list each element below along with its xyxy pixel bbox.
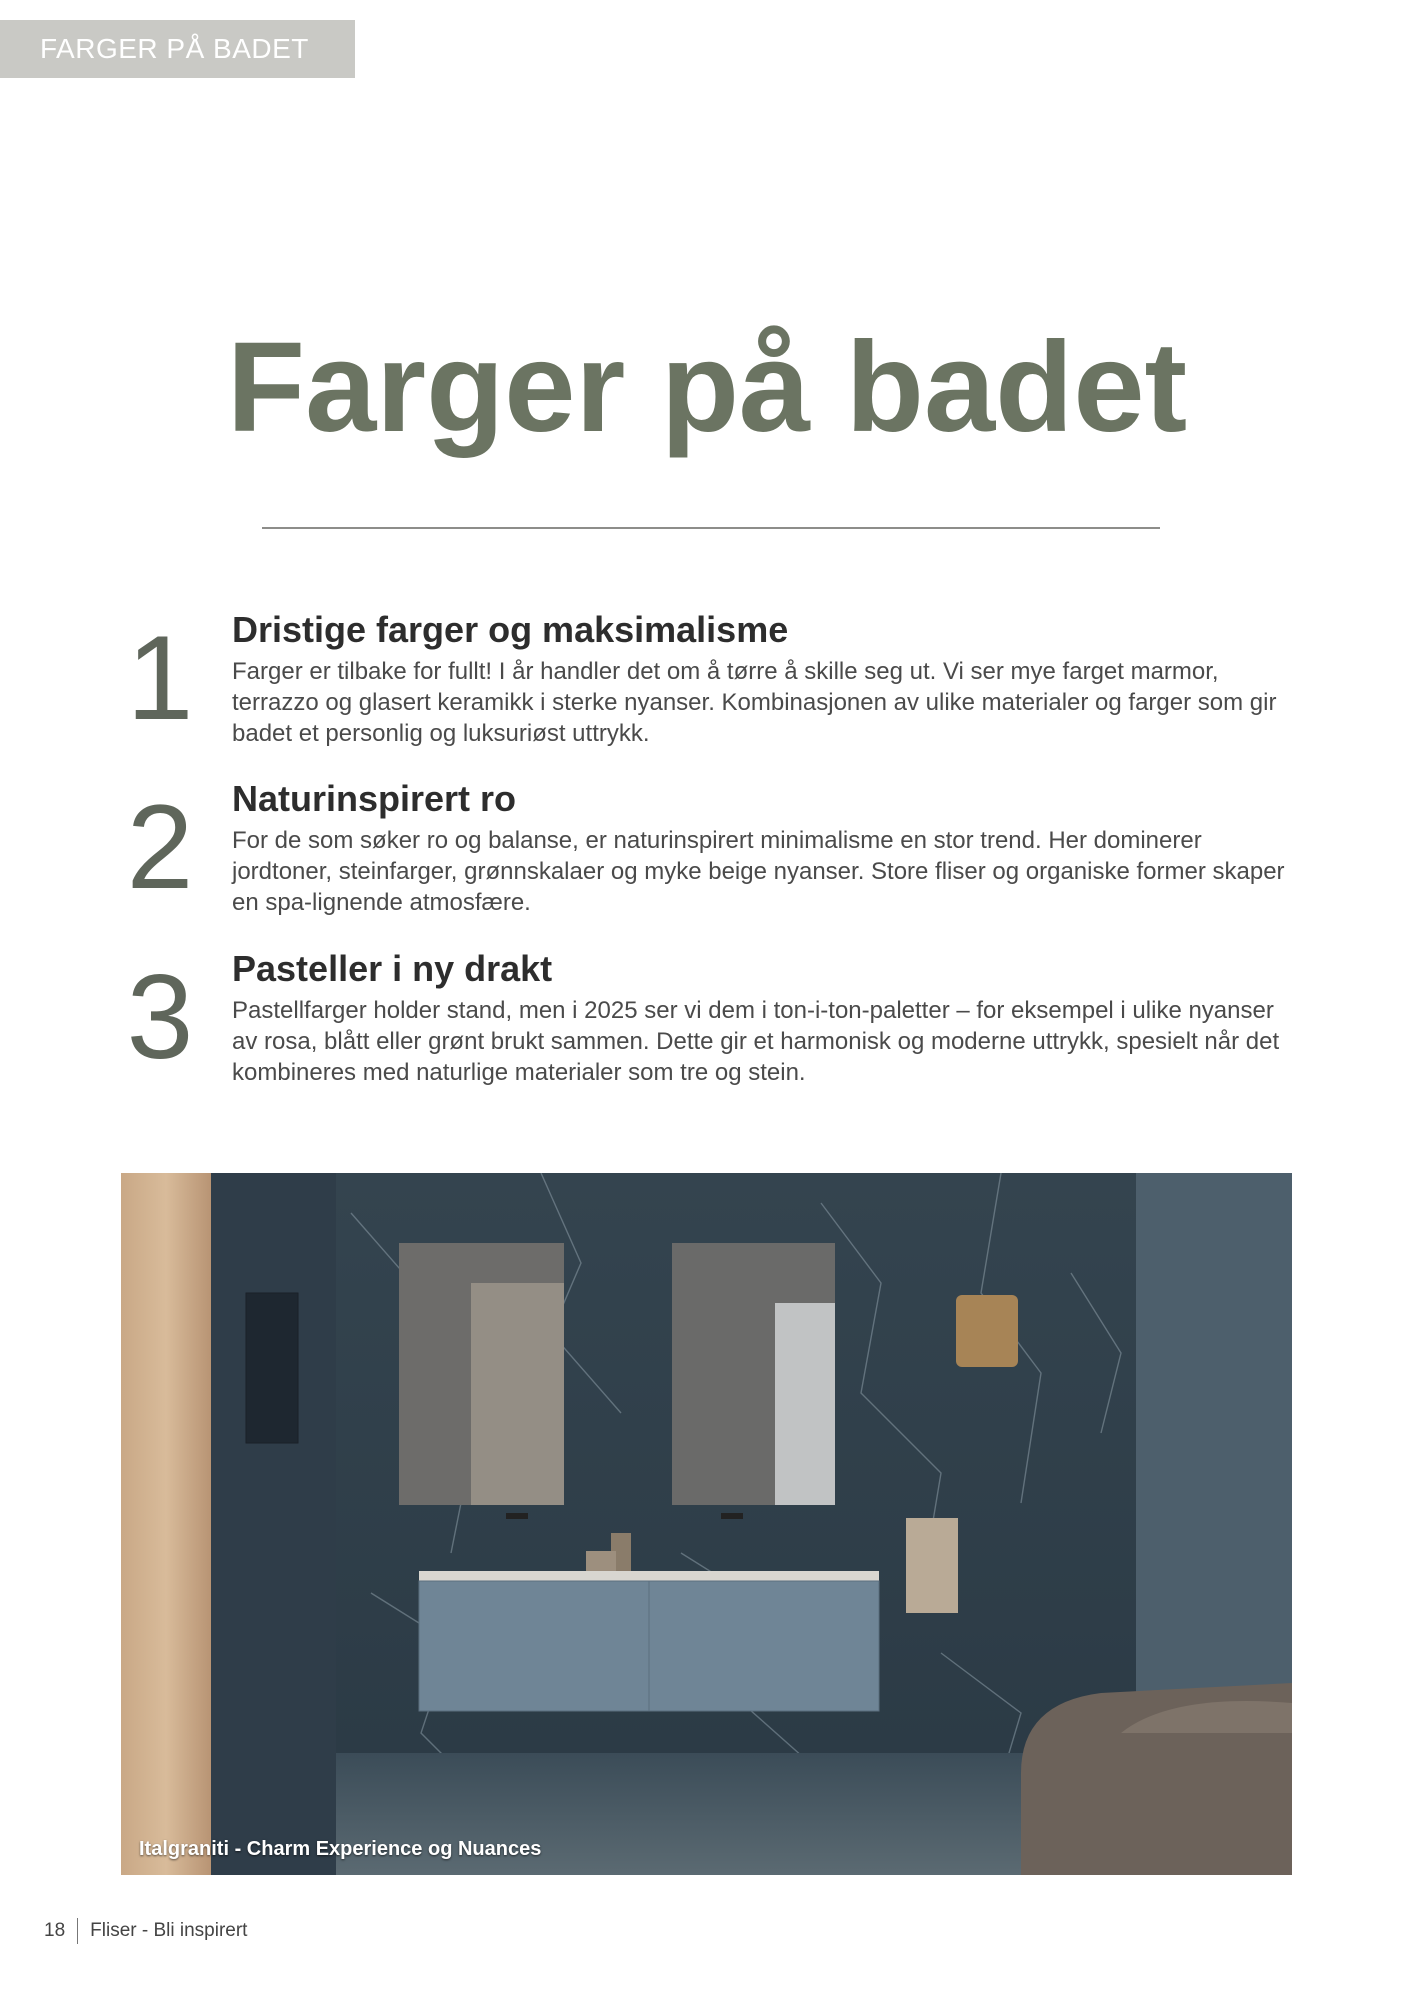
section-body: For de som søker ro og balanse, er naturinspirert minimalisme en stor trend. Her dominerer jordtoner, steinfarger, grønnskalaer og myke beige nyanser. Store fliser og organiske former skaper en spa-lignende atmosfære. bbox=[232, 827, 1285, 916]
left-wall bbox=[211, 1173, 336, 1875]
bathroom-illustration bbox=[121, 1173, 1292, 1875]
photo-caption: Italgraniti - Charm Experience og Nuances bbox=[139, 1838, 542, 1860]
publication-name: Fliser - Bli inspirert bbox=[90, 1920, 248, 1941]
mirror-right-reflection bbox=[775, 1303, 835, 1505]
bathroom-photo bbox=[121, 1173, 1292, 1875]
section-tab: FARGER PÅ BADET bbox=[0, 20, 355, 78]
title-divider bbox=[262, 527, 1160, 529]
page-number: 18 bbox=[44, 1920, 66, 1941]
wall-artwork bbox=[246, 1293, 298, 1443]
section-body: Pastellfarger holder stand, men i 2025 ser vi dem i ton-i-ton-paletter – for eksempel i ulike nyanser av rosa, blått eller grønt brukt sammen. Dette gir et harmonisk og moderne uttrykk, spesielt når det kombineres med naturlige materialer som tre og stein. bbox=[232, 997, 1280, 1086]
page-footer bbox=[44, 1918, 247, 1944]
section-number: 1 bbox=[126, 611, 194, 745]
section-number: 2 bbox=[126, 780, 194, 914]
mirror-left-reflection bbox=[471, 1283, 564, 1505]
vanity-drawer-left bbox=[419, 1581, 649, 1711]
towel bbox=[906, 1518, 958, 1613]
wood-panel bbox=[121, 1173, 211, 1875]
section-heading: Naturinspirert ro bbox=[232, 778, 517, 819]
vanity-drawer-right bbox=[649, 1581, 879, 1711]
vanity-top bbox=[419, 1571, 879, 1581]
faucet-left bbox=[506, 1513, 528, 1519]
section-heading: Dristige farger og maksimalisme bbox=[232, 609, 789, 650]
wall-lamp bbox=[956, 1295, 1018, 1367]
footer-separator bbox=[77, 1918, 78, 1944]
page-title: Farger på badet bbox=[226, 316, 1188, 459]
jar bbox=[586, 1551, 616, 1571]
section-heading: Pasteller i ny drakt bbox=[232, 948, 553, 989]
section-number: 3 bbox=[126, 950, 194, 1084]
faucet-right bbox=[721, 1513, 743, 1519]
section-body: Farger er tilbake for fullt! I år handler det om å tørre å skille seg ut. Vi ser mye farget marmor, terrazzo og glasert keramikk i sterke nyanser. Kombinasjonen av ulike materialer og farger som gir badet et personlig og luksuriøst uttrykk. bbox=[232, 658, 1277, 747]
